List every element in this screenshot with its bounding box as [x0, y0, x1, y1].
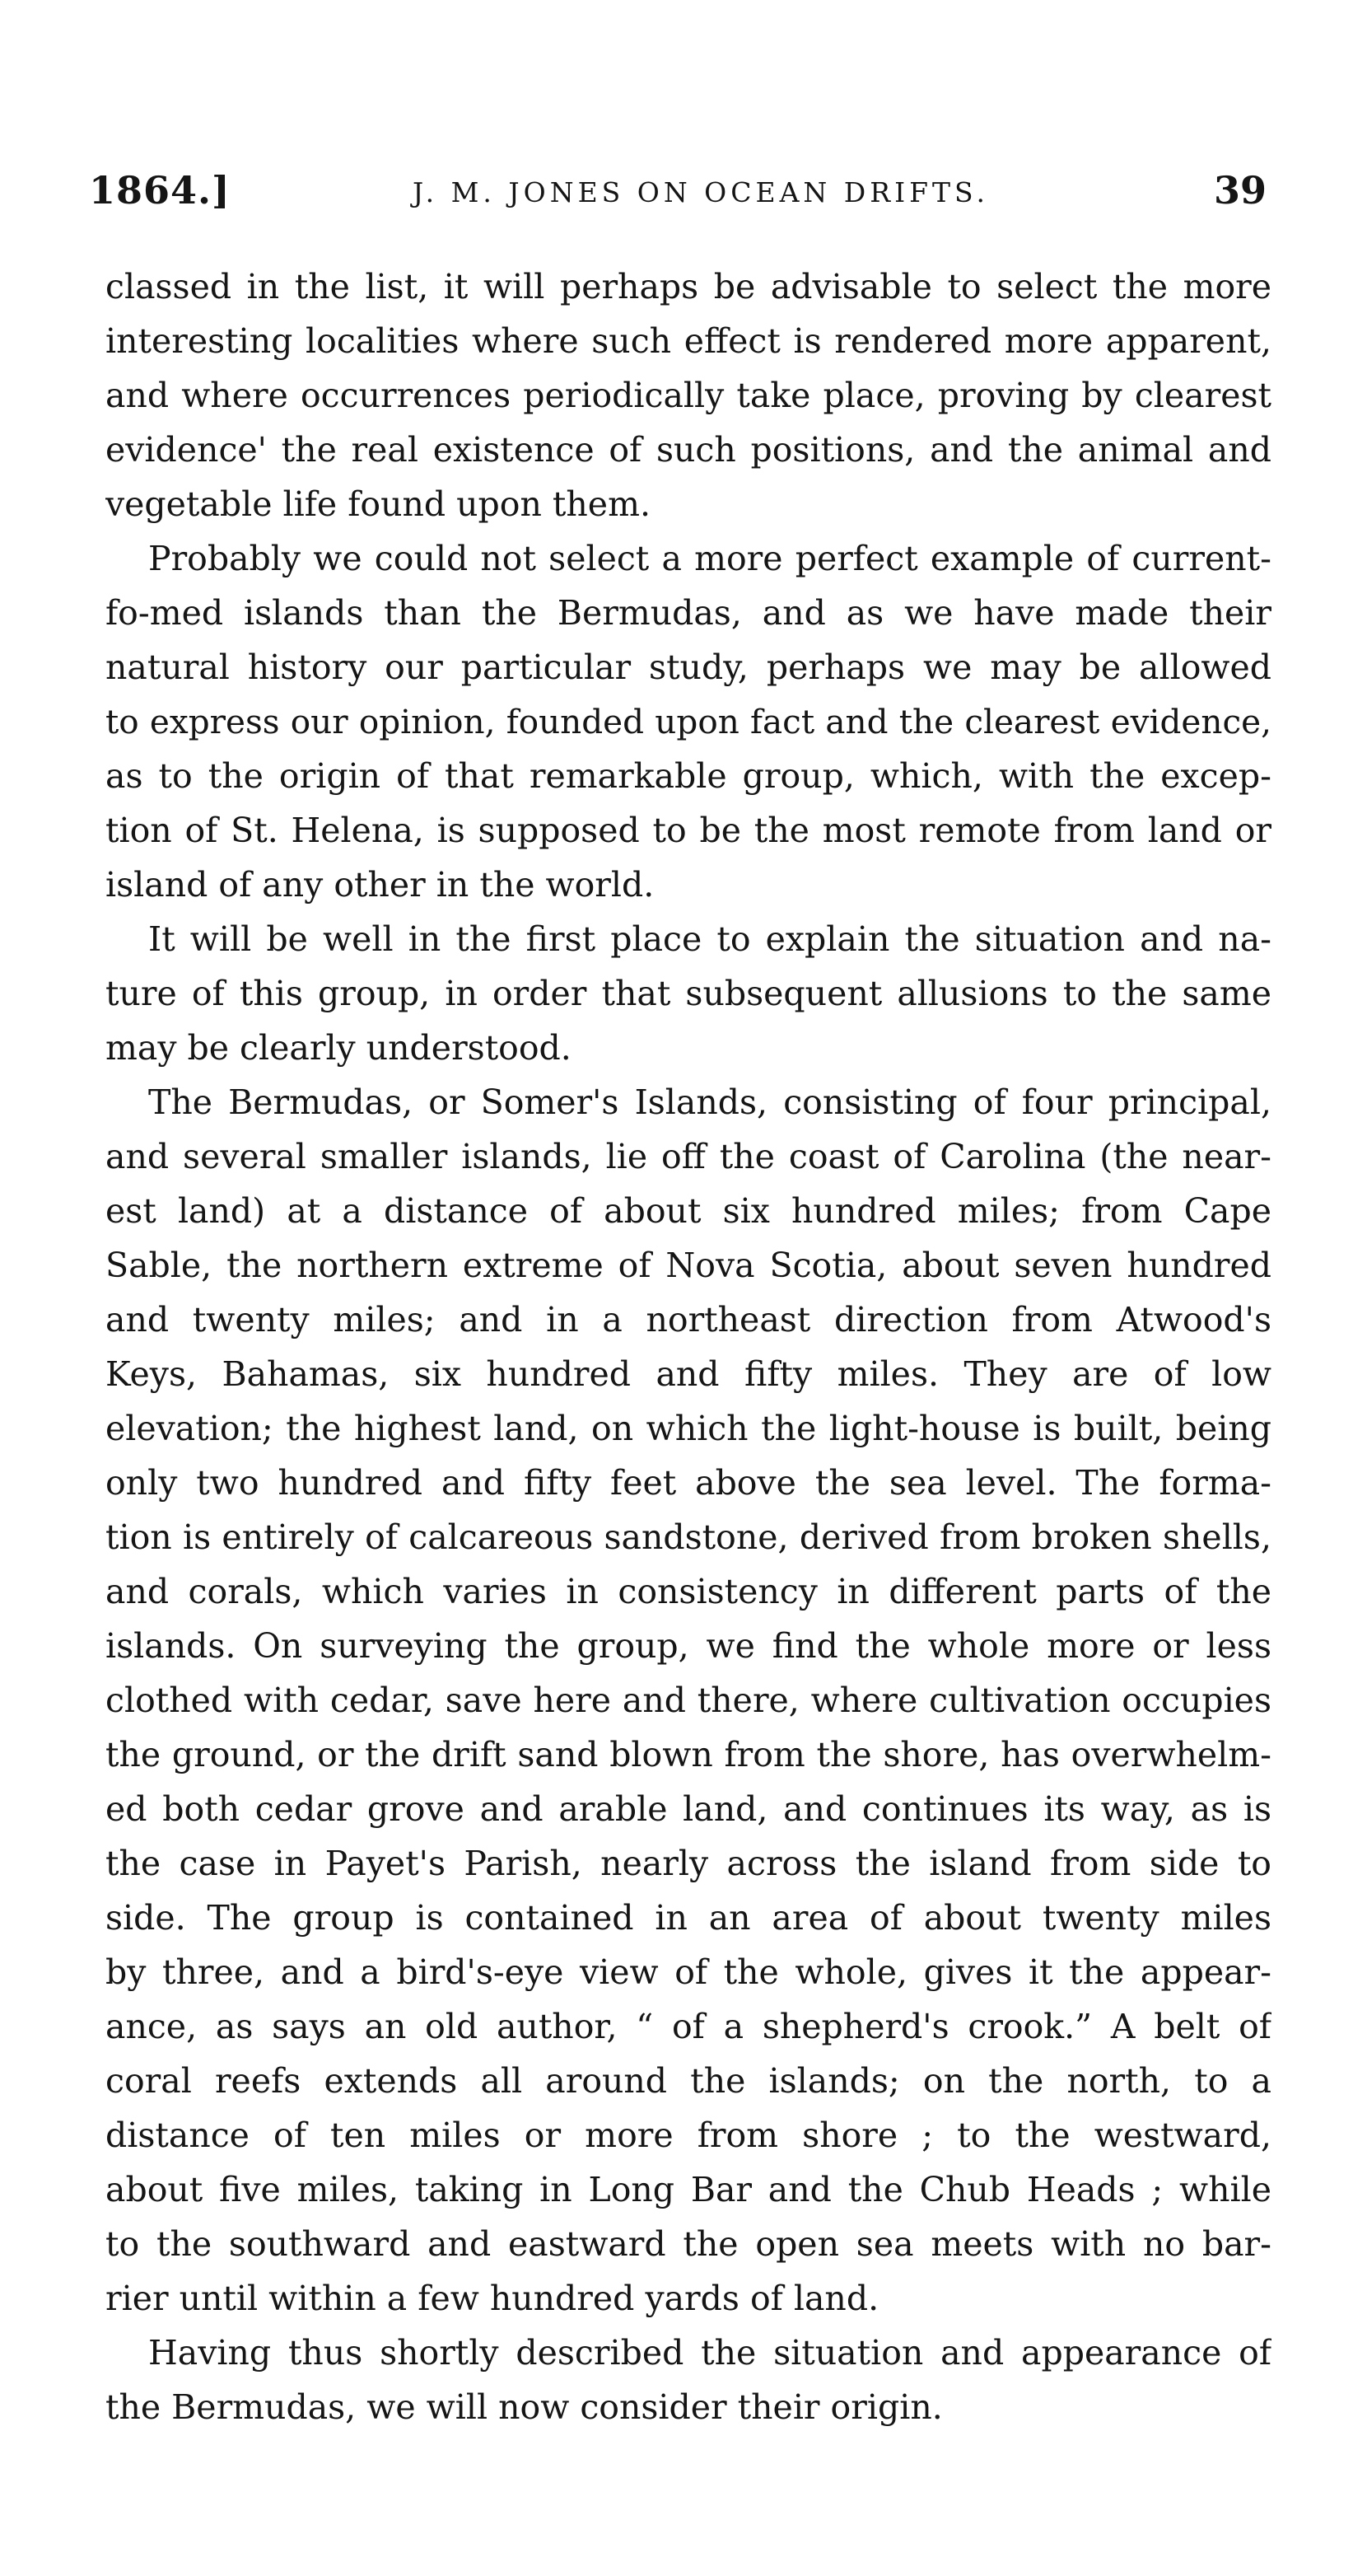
text-line: and twenty miles; and in a northeast direction from Atwood's [105, 1300, 1271, 1339]
text-line: Keys, Bahamas, six hundred and fifty miles. They are of low [105, 1354, 1271, 1394]
text-line: as to the origin of that remarkable group, which, with the excep- [105, 756, 1271, 796]
text-line: Sable, the northern extreme of Nova Scotia, about seven hundred [105, 1246, 1271, 1285]
text-line: It will be well in the first place to explain the situation and na- [148, 919, 1271, 959]
text-line: evidence' the real existence of such positions, and the animal and [105, 430, 1271, 470]
text-line: islands. On surveying the group, we find the whole more or less [105, 1626, 1271, 1666]
paragraph [105, 531, 1271, 912]
text-line: elevation; the highest land, on which the light-house is built, being [105, 1409, 1271, 1448]
page-header [89, 168, 1267, 217]
text-line: and several smaller islands, lie off the coast of Carolina (the near- [105, 1137, 1271, 1176]
text-line: only two hundred and fifty feet above the sea level. The forma- [105, 1463, 1271, 1503]
paragraph [105, 259, 1271, 531]
text-line: est land) at a distance of about six hundred miles; from Cape [105, 1191, 1271, 1231]
paragraph [105, 912, 1271, 1075]
text-line: ture of this group, in order that subsequent allusions to the same [105, 974, 1271, 1013]
text-line: coral reefs extends all around the islands; on the north, to a [105, 2061, 1271, 2101]
text-line: by three, and a bird's-eye view of the whole, gives it the appear- [105, 1952, 1271, 1992]
text-line: tion is entirely of calcareous sandstone, derived from broken shells, [105, 1517, 1271, 1557]
text-line: the ground, or the drift sand blown from the shore, has overwhelm- [105, 1735, 1271, 1774]
body-text [105, 259, 1271, 2434]
paragraph [105, 1075, 1271, 2326]
text-line: about five miles, taking in Long Bar and the Chub Heads ; while [105, 2170, 1271, 2209]
text-line: natural history our particular study, perhaps we may be allowed [105, 648, 1271, 687]
text-line: fo‐med islands than the Bermudas, and as we have made their [105, 593, 1271, 633]
text-line: distance of ten miles or more from shore ; to the westward, [105, 2115, 1271, 2155]
page-number: 39 [1213, 168, 1267, 213]
text-line: and where occurrences periodically take place, proving by clearest [105, 376, 1271, 415]
header-year: 1864.] [89, 168, 231, 213]
text-line: Probably we could not select a more perfect example of current- [148, 539, 1271, 578]
text-line: the Bermudas, we will now consider their origin. [105, 2387, 943, 2427]
text-line: rier until within a few hundred yards of land. [105, 2279, 879, 2318]
text-line: the case in Payet's Parish, nearly across the island from side to [105, 1844, 1271, 1883]
text-line: clothed with cedar, save here and there, where cultivation occupies [105, 1681, 1271, 1720]
text-line: ance, as says an old author, “ of a shepherd's crook.” A belt of [105, 2007, 1271, 2046]
text-line: to the southward and eastward the open sea meets with no bar- [105, 2224, 1271, 2264]
text-line: ed both cedar grove and arable land, and continues its way, as is [105, 1789, 1271, 1829]
text-line: Having thus shortly described the situation and appearance of [148, 2333, 1271, 2373]
text-line: may be clearly understood. [105, 1028, 572, 1068]
text-line: to express our opinion, founded upon fact and the clearest evidence, [105, 702, 1271, 741]
text-line: vegetable life found upon them. [105, 484, 651, 524]
text-line: side. The group is contained in an area of about twenty miles [105, 1898, 1271, 1938]
text-line: classed in the list, it will perhaps be advisable to select the more [105, 267, 1271, 306]
text-line: and corals, which varies in consistency in different parts of the [105, 1572, 1271, 1611]
text-line: interesting localities where such effect is rendered more apparent, [105, 321, 1271, 361]
paragraph [105, 2326, 1271, 2434]
text-line: tion of St. Helena, is supposed to be the most remote from land or [105, 811, 1271, 850]
running-title: J. M. JONES ON OCEAN DRIFTS. [413, 176, 989, 208]
text-line: The Bermudas, or Somer's Islands, consisting of four principal, [148, 1082, 1271, 1122]
text-line: island of any other in the world. [105, 865, 655, 905]
